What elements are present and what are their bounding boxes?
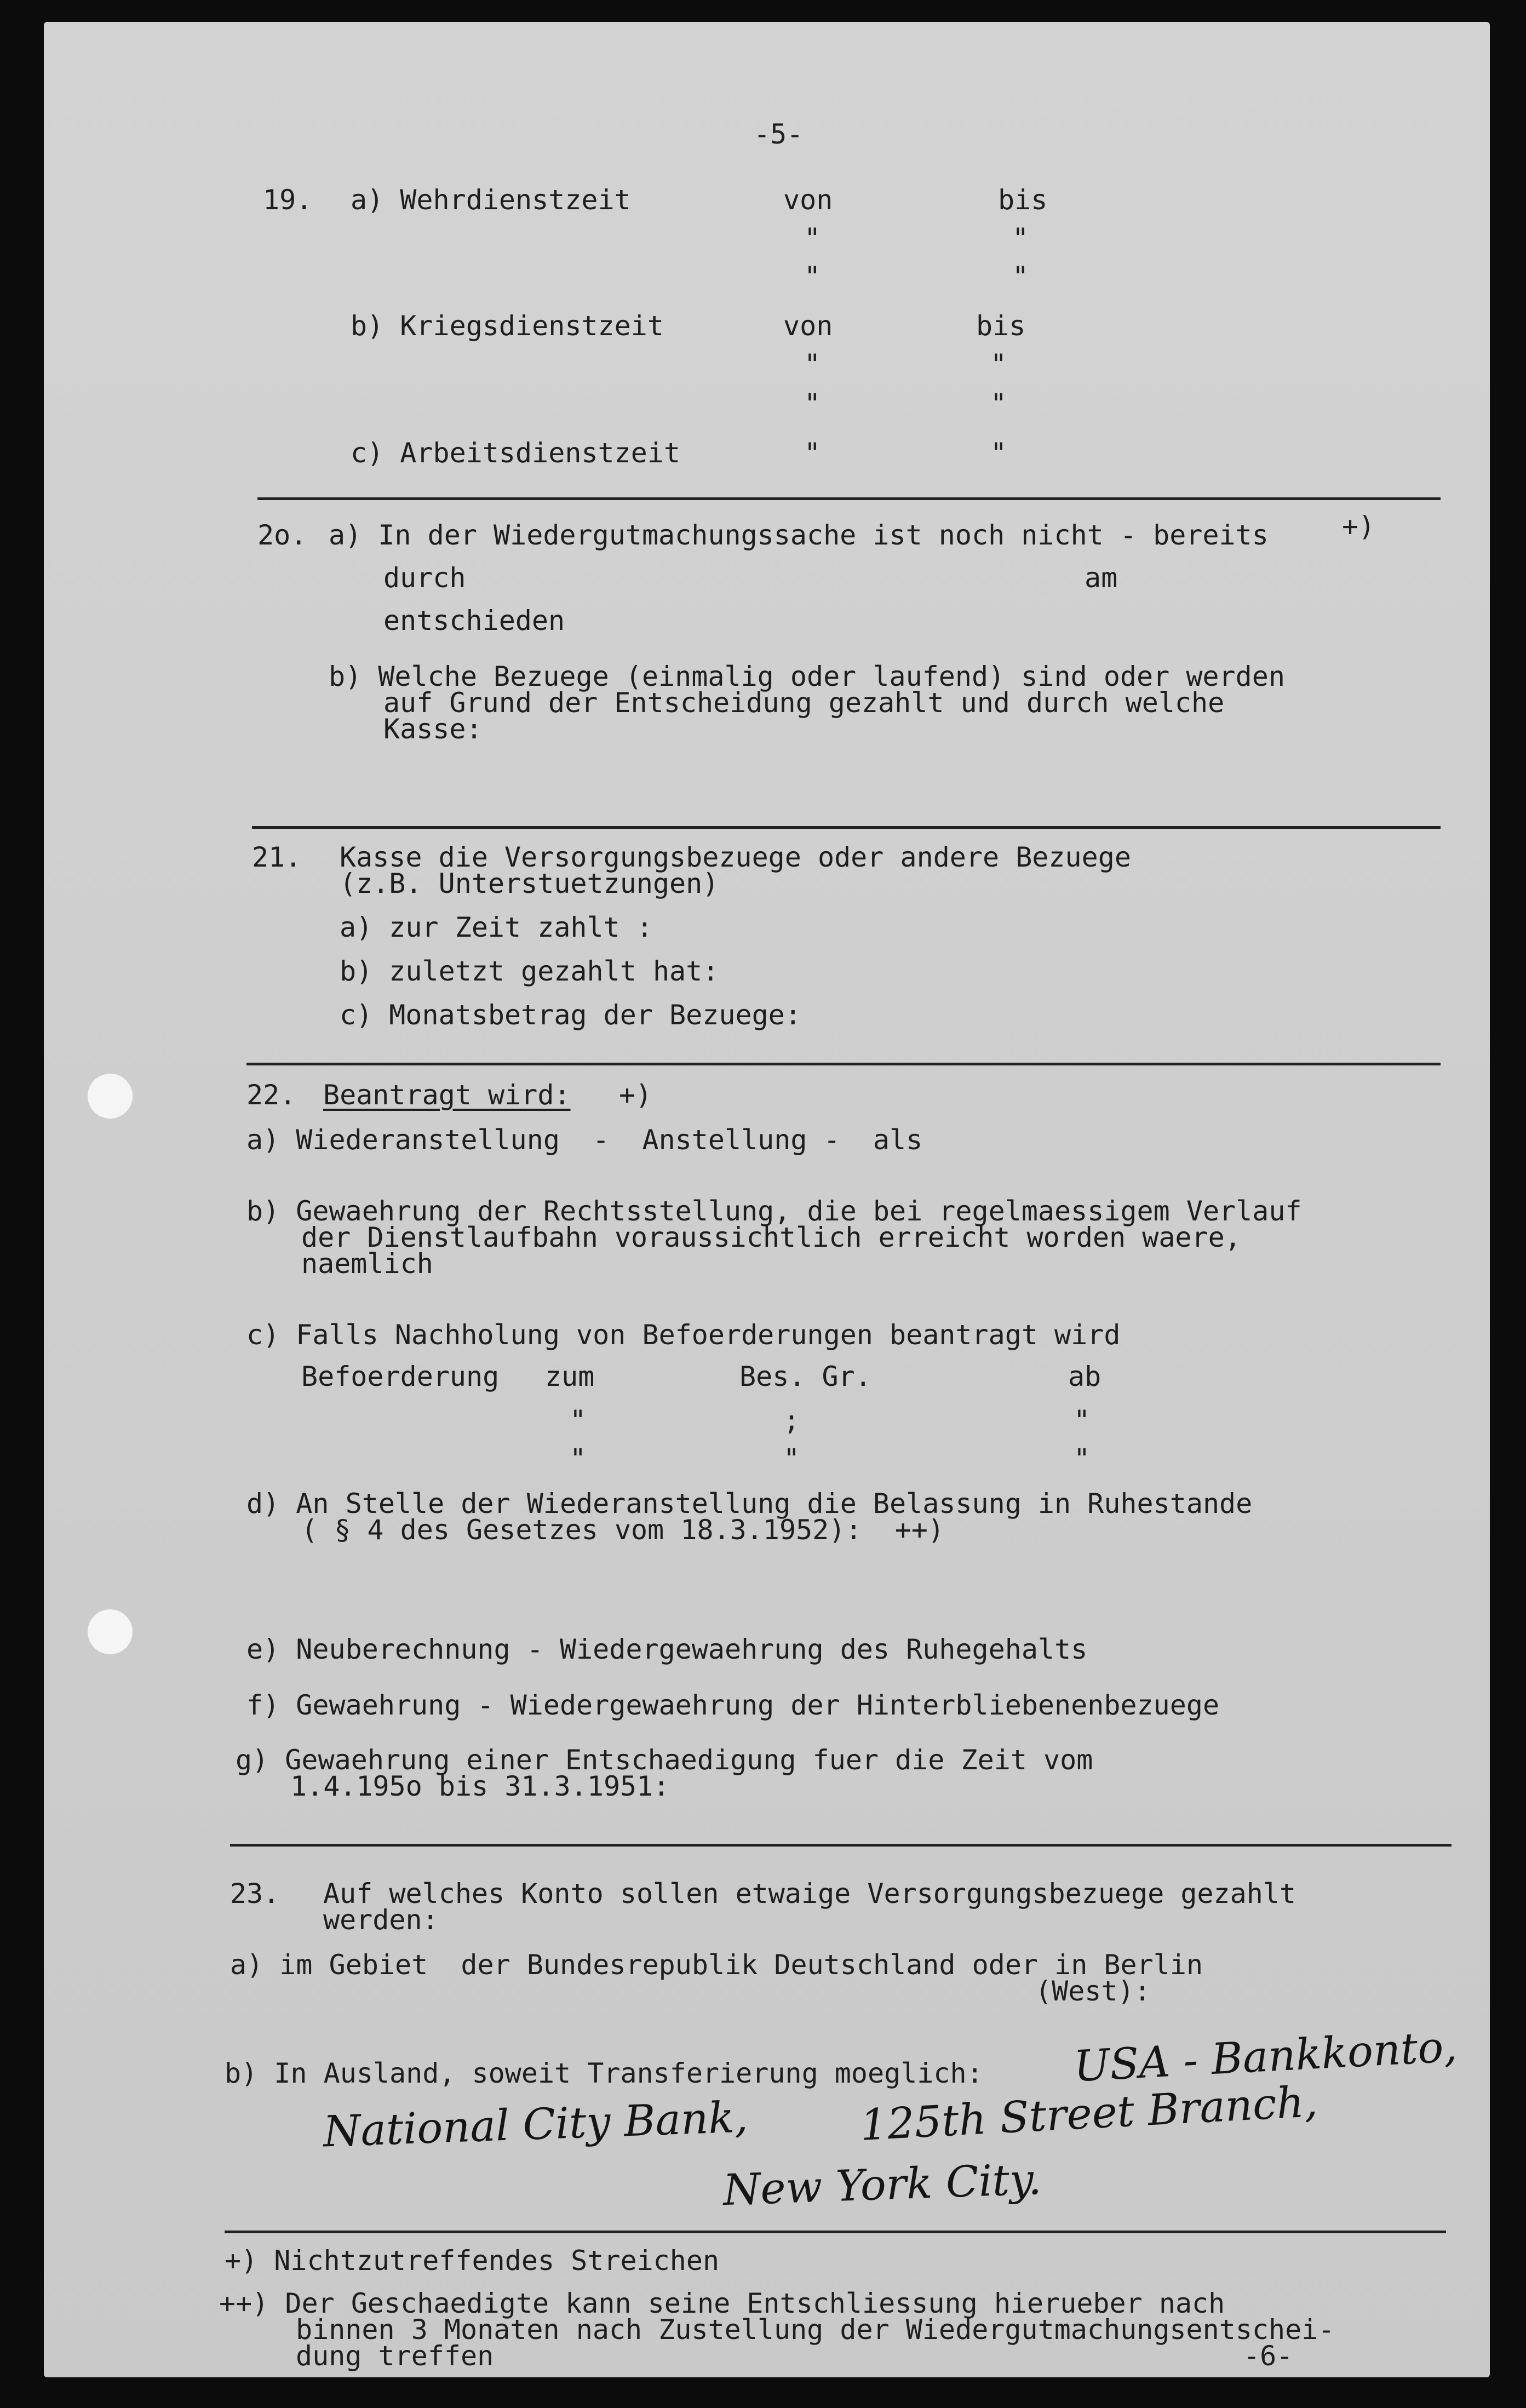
section-20b-line1: b) Welche Bezuege (einmalig oder laufend) sind oder werden [329,661,1285,692]
section-22-number: 22. [246,1079,296,1111]
ditto-mark: " [1074,1443,1091,1475]
section-22c-line1: c) Falls Nachholung von Befoerderungen beantragt wird [246,1319,1121,1351]
section-20a-durch: durch [383,562,466,594]
footnote-2-line1: ++) Der Geschaedigte kann seine Entschliessung hierueber nach [219,2287,1225,2319]
ditto-mark: " [1012,222,1029,254]
page-number-footer: -6- [1243,2340,1293,2372]
section-divider [257,497,1441,500]
section-19b-label: b) Kriegsdienstzeit [351,310,664,342]
ditto-mark: " [990,388,1007,420]
section-22e: e) Neuberechnung - Wiedergewaehrung des Ruhegehalts [246,1633,1088,1665]
section-21-number: 21. [252,841,302,873]
ditto-mark: " [804,388,821,420]
handwritten-city: New York City. [722,2154,1042,2216]
section-21a: a) zur Zeit zahlt : [340,911,653,943]
ditto-mark: " [1074,1404,1091,1436]
ditto-mark: " [804,348,821,380]
section-19a-label: a) Wehrdienstzeit [351,184,631,216]
section-22-heading: Beantragt wird: [323,1079,571,1111]
section-22c-befoerderung: Befoerderung [301,1361,500,1392]
section-19a-von: von [783,184,833,216]
ditto-mark: " [1012,261,1029,293]
section-23a-line2: (West): [1035,1975,1151,2007]
section-22b-line3: naemlich [301,1248,433,1280]
ditto-mark: " [990,437,1007,469]
section-22a: a) Wiederanstellung - Anstellung - als [246,1124,923,1156]
ditto-mark: " [990,348,1007,380]
ditto-mark: " [570,1443,587,1475]
section-20b-line2: auf Grund der Entscheidung gezahlt und durch welche [383,687,1225,719]
section-20a-entschieden: entschieden [383,605,565,637]
footnote-2-line2: binnen 3 Monaten nach Zustellung der Wiedergutmachungsentschei- [296,2314,1335,2346]
section-23-line2: werden: [323,1904,439,1936]
section-23b: b) In Ausland, soweit Transferierung moeglich: [225,2057,983,2089]
section-20a-am: am [1085,562,1118,594]
section-22b-line2: der Dienstlaufbahn voraussichtlich erreicht worden waere, [301,1222,1241,1253]
section-19b-von: von [783,310,833,342]
document-page [44,22,1490,2377]
section-21-line2: (z.B. Unterstuetzungen) [340,868,719,899]
section-20a-line1: a) In der Wiedergutmachungssache ist noch nicht - bereits [329,519,1269,551]
footnote-1: +) Nichtzutreffendes Streichen [225,2245,720,2277]
section-22f: f) Gewaehrung - Wiedergewaehrung der Hinterbliebenenbezuege [246,1689,1220,1721]
section-22b-line1: b) Gewaehrung der Rechtsstellung, die bei regelmaessigem Verlauf [246,1195,1302,1227]
handwritten-bank-account: USA - Bankkonto, [1072,2022,1459,2092]
handwritten-bank-name: National City Bank, [322,2092,749,2157]
punch-hole-lower [88,1609,133,1654]
section-19a-bis: bis [998,184,1048,216]
section-22g-line1: g) Gewaehrung einer Entschaedigung fuer die Zeit vom [236,1744,1093,1776]
section-23-number: 23. [230,1878,280,1910]
section-divider [230,1844,1452,1847]
section-22g-line2: 1.4.195o bis 31.3.1951: [290,1770,670,1802]
section-22-heading-mark: +) [619,1079,652,1111]
section-19c-label: c) Arbeitsdienstzeit [351,437,681,469]
section-21c: c) Monatsbetrag der Bezuege: [340,999,801,1031]
section-23-line1: Auf welches Konto sollen etwaige Versorgungsbezuege gezahlt [323,1878,1296,1910]
ditto-mark: " [804,261,821,293]
section-22d-line1: d) An Stelle der Wiederanstellung die Belassung in Ruhestande [246,1488,1253,1520]
section-22c-ab: ab [1068,1361,1102,1392]
section-22c-semicolon: ; [783,1404,800,1436]
handwritten-bank-branch: 125th Street Branch, [859,2077,1319,2151]
ditto-mark: " [804,222,821,254]
section-divider [246,1063,1441,1065]
section-21-line1: Kasse die Versorgungsbezuege oder andere Bezuege [340,841,1131,873]
section-divider [252,826,1441,829]
section-divider [225,2231,1446,2233]
ditto-mark: " [804,437,821,469]
section-22c-zum: zum [545,1361,595,1392]
section-19b-bis: bis [976,310,1026,342]
section-23a-line1: a) im Gebiet der Bundesrepublik Deutschland oder in Berlin [230,1949,1203,1981]
footnote-2-line3: dung treffen [296,2340,494,2372]
section-20a-mark: +) [1342,511,1375,542]
section-19-number: 19. [263,184,313,216]
section-20-number: 2o. [257,519,307,551]
section-20b-line3: Kasse: [383,713,483,745]
section-21b: b) zuletzt gezahlt hat: [340,955,719,987]
ditto-mark: " [783,1443,800,1475]
punch-hole-upper [88,1074,133,1119]
section-22c-besgr: Bes. Gr. [739,1361,871,1392]
page-number-header: -5- [754,118,804,150]
ditto-mark: " [570,1404,587,1436]
section-22d-line2: ( § 4 des Gesetzes vom 18.3.1952): ++) [301,1514,944,1546]
